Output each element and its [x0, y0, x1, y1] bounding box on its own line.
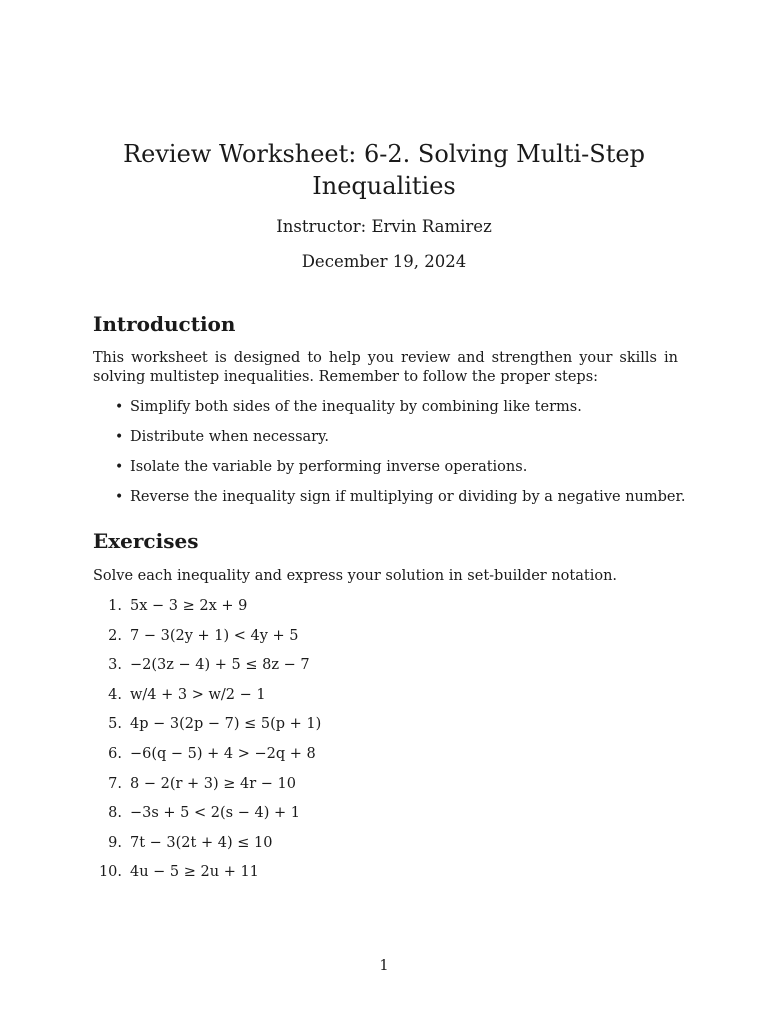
exercise-item	[96, 655, 321, 685]
bullet-icon: •	[115, 489, 124, 505]
exercise-number: 1.	[108, 598, 122, 614]
list-item-text: Distribute when necessary.	[130, 429, 329, 445]
exercise-expression: −6(q − 5) + 4 > −2q + 8	[130, 745, 316, 762]
exercise-number: 7.	[108, 775, 122, 792]
list-item	[110, 457, 685, 487]
document-author: Instructor: Ervin Ramirez	[276, 217, 492, 236]
exercise-number: 8.	[108, 805, 122, 822]
exercise-item	[96, 714, 321, 744]
exercise-list	[96, 596, 321, 892]
exercise-item	[96, 596, 321, 626]
bullet-icon: •	[115, 459, 124, 475]
bullet-icon: •	[115, 429, 124, 445]
exercise-expression: w/4 + 3 > w/2 − 1	[130, 686, 266, 703]
exercise-number: 4.	[108, 686, 122, 703]
exercise-item	[96, 685, 321, 715]
exercise-number: 5.	[108, 716, 122, 733]
page-number: 1	[379, 958, 389, 974]
exercise-number: 3.	[108, 657, 122, 674]
exercise-number: 2.	[108, 627, 122, 644]
exercise-expression: −2(3z − 4) + 5 ≤ 8z − 7	[130, 657, 310, 674]
exercise-expression: 5x − 3 ≥ 2x + 9	[130, 598, 248, 614]
document-title: Review Worksheet: 6-2. Solving Multi-Step Inequalities	[123, 140, 645, 200]
introduction-heading: Introduction	[93, 312, 236, 336]
exercise-item	[96, 744, 321, 774]
exercise-item	[96, 833, 321, 863]
document-date: December 19, 2024	[301, 252, 467, 271]
exercises-instruction: Solve each inequality and express your solution in set-builder notation.	[93, 568, 618, 584]
exercise-item	[96, 803, 321, 833]
exercise-number: 9.	[108, 834, 122, 851]
exercises-heading: Exercises	[93, 529, 199, 553]
exercise-expression: −3s + 5 < 2(s − 4) + 1	[130, 805, 300, 822]
steps-list	[110, 397, 685, 517]
exercise-number: 10.	[98, 864, 122, 881]
exercise-expression: 4p − 3(2p − 7) ≤ 5(p + 1)	[130, 716, 322, 733]
list-item	[110, 487, 685, 517]
exercise-expression: 7 − 3(2y + 1) < 4y + 5	[130, 627, 299, 644]
introduction-paragraph: This worksheet is designed to help you review and strengthen your skills in solving multistep inequalities. Remember to follow the proper steps:	[93, 350, 678, 385]
exercise-number: 6.	[108, 745, 122, 762]
exercise-item	[96, 774, 321, 804]
list-item-text: Reverse the inequality sign if multiplying or dividing by a negative number.	[130, 489, 686, 505]
list-item-text: Isolate the variable by performing inverse operations.	[130, 459, 528, 475]
bullet-icon: •	[115, 399, 124, 415]
list-item	[110, 397, 685, 427]
exercise-item	[96, 626, 321, 656]
exercise-expression: 7t − 3(2t + 4) ≤ 10	[130, 834, 273, 851]
exercise-expression: 4u − 5 ≥ 2u + 11	[130, 864, 259, 881]
exercise-item	[96, 862, 321, 892]
exercise-expression: 8 − 2(r + 3) ≥ 4r − 10	[130, 775, 296, 792]
list-item	[110, 427, 685, 457]
list-item-text: Simplify both sides of the inequality by combining like terms.	[130, 399, 582, 415]
